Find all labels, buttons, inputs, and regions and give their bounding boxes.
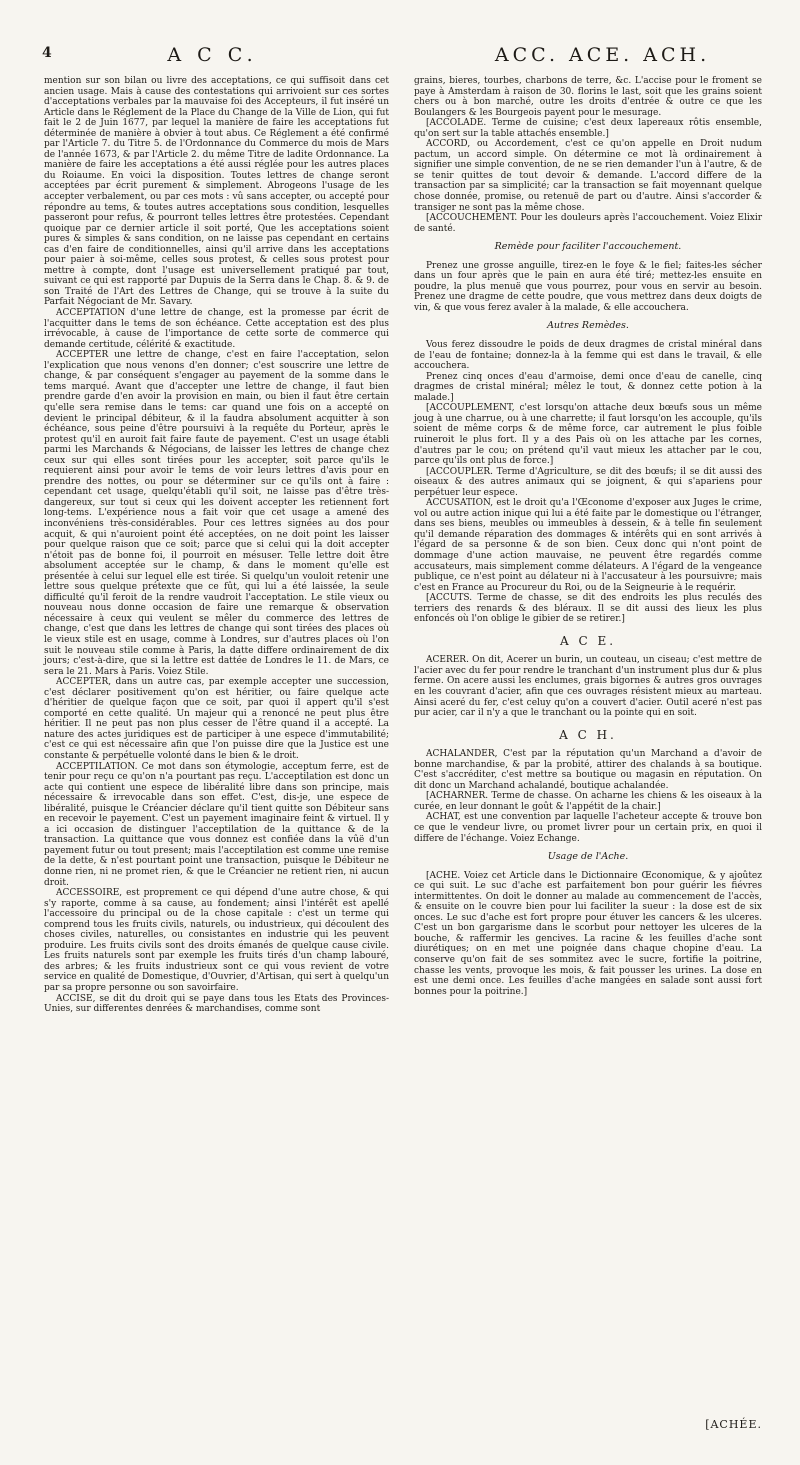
entry-accessoire: ACCESSOIRE, est proprement ce qui dépend d'une autre chose, & qui s'y raporte, comme à sa cause, au fondement; ainsi l'intérêt est apellé l'accessoire du principal ou de la chose capitale : c'est un terme qui comprend tous les fruits civils, naturels, ou industrieux, qui découlent des choses civiles, naturelles, ou consistantes en industrie qui les peuvent produire. Les fruits civils sont des droits émanés de quelque cause civile. Les fruits naturels sont par exemple les fruits tirés d'un champ labouré, des arbres; & les fruits industrieux sont ce qui vous revient de votre service en qualité de Domestique, d'Ouvrier, d'Artisan, qui sert à quelqu'un par sa propre personne ou son savoirfaire.	[44, 888, 389, 994]
subheading-usage-ache: Usage de l'Ache.	[547, 851, 629, 863]
entry-accord: ACCORD, ou Accordement, c'est ce qu'on appelle en Droit nudum pactum, un accord simple. On détermine ce mot là ordinairement à signifier une simple convention, de ne se rien demander l'un à l'autre, & de se tenir quittes de tout devoir & demande. L'accord differe de la transaction par sa simplicité; car la transaction se fait moyennant quelque chose donnée, promise, ou retenuë de part ou d'autre. Ainsi s'accorder & transiger ne sont pas la même chose.	[414, 139, 762, 213]
entry-acceptilation: ACCEPTILATION. Ce mot dans son étymologie, acceptum ferre, est de tenir pour reçu ce qu'on n'a pourtant pas reçu. L'acceptilation est donc un acte qui contient une espece de libéralité libre dans son principe, mais nécessaire & irrevocable dans son effet. C'est, dis-je, une espece de libéralité, puisque le Créancier déclare qu'il tient quitte son Débiteur sans en recevoir le payement. C'est un payement imaginaire feint & virtuel. Il y a ici occasion de distinguer l'acceptilation de la quittance & de la transaction. La quittance que vous donnez est confiée dans la vûë d'un payement futur ou tout present; mais l'acceptilation est comme une remise de la dette, & n'est pourtant point une transaction, puisque le Débiteur ne donne rien, ni ne promet rien, & que le Créancier ne retient rien, ni aucun droit.	[44, 761, 389, 888]
left-column	[44, 76, 389, 1015]
remede-paragraph-3: Prenez cinq onces d'eau d'armoise, demi once d'eau de canelle, cinq dragmes de cristal minéral; mêlez le tout, & donnez cette potion à la malade.]	[414, 371, 762, 403]
catchword: [ACHÉE.	[705, 1418, 762, 1431]
subheading-remede: Remède pour faciliter l'accouchement.	[494, 241, 682, 253]
entry-achat: ACHAT, est une convention par laquelle l'acheteur accepte & trouve bon ce que le vendeur livre, ou promet livrer pour un certain prix, en quoi il differe de l'échange. Voiez Echange.	[414, 812, 762, 844]
subheading-autres-remedes: Autres Remèdes.	[547, 320, 629, 332]
entry-acerer: ACERER. On dit, Acerer un burin, un couteau, un ciseau; c'est mettre de l'acier avec du fer pour rendre le tranchant d'un instrument plus dur & plus ferme. On acere aussi les enclumes, grais bigornes & autres gros ouvrages en les couvrant d'acier, afin que ces ouvrages résistent mieux au marteau. Ainsi aceré du fer, c'est celuy qu'on a couvert d'acier. Outil aceré n'est pas pur acier, car il n'y a que le tranchant ou la pointe qui en soit.	[414, 655, 762, 719]
entry-accepter: ACCEPTER une lettre de change, c'est en faire l'acceptation, selon l'explication que nous venons d'en donner; c'est souscrire une lettre de change, & par conséquent s'engager au payement de la somme dans le tems marqué. Avant que d'accepter une lettre de change, il faut bien prendre garde d'en avoir la provision en main, ou bien il faut être certain qu'elle sera remise dans le tems: car quand une fois on a accepté on devient le principal débiteur, & il la faudra absolument acquitter à son échéance, sous peine d'être poursuivi à la requête du Porteur, après le protest qu'il en auroit fait faire faute de payement. C'est un usage établi parmi les Marchands & Négocians, de laisser les lettres de change chez ceux sur qui elles sont tirées pour les accepter, soit parce qu'ils le requierent ainsi pour avoir le tems de voir leurs lettres d'avis pour en prendre des nottes, ou pour se déterminer sur ce qu'ils ont à faire : cependant cet usage, quelqu'établi qu'il soit, ne laisse pas d'être très-dangereux, sur tout si ceux qui les doivent accepter les retiennent fort long-tems. L'expérience nous a fait voir que cet usage a amené des inconvéniens très-considérables. Pour ces lettres signées au dos pour acquit, & qui n'auroient point été acceptées, on ne doit point les laisser pour quelque raison que ce soit; parce que si celui qui la doit accepter n'étoit pas de bonne foi, il pourroit en mésuser. Telle lettre doit être absolument acceptée sur le champ, & dans le moment qu'elle est présentée à celui sur lequel elle est tirée. Si quelqu'un vouloit retenir une lettre sous quelque prétexte que ce fût, qui lui a été laissée, la seule difficulté qu'il feroit de la rendre vaudroit l'acceptation. Le stile vieux ou nouveau nous donne occasion de faire une remarque & observation nécessaire à ceux qui veulent se mêler du commerce des lettres de change, c'est que dans les lettres de change qui sont tirées des places où le vieux stile est en usage, comme à Londres, sur d'autres places où l'on suit le nouveau stile comme à Paris, la datte differe ordinairement de dix jours; c'est-à-dire, que si la lettre est dattée de Londres le 11. de Mars, ce sera le 21. Mars à Paris. Voiez Stile.	[44, 350, 389, 677]
right-column	[414, 76, 762, 997]
entry-accouchement: [ACCOUCHEMENT. Pour les douleurs après l'accouchement. Voiez Elixir de santé.	[414, 213, 762, 234]
entry-accolade: [ACCOLADE. Terme de cuisine; c'est deux lapereaux rôtis ensemble, qu'on sert sur la table attachés ensemble.]	[414, 118, 762, 139]
page-number: 4	[42, 45, 52, 61]
entry-accoupler: [ACCOUPLER. Terme d'Agriculture, se dit des bœufs; il se dit aussi des oiseaux & des autres animaux qui se joignent, & qui s'apariens pour perpétuer leur espece.	[414, 466, 762, 498]
entry-accusation: ACCUSATION, est le droit qu'a l'Œconome d'exposer aux Juges le crime, vol ou autre action inique qui lui a été faite par le domestique ou l'étranger, dans ses biens, meubles ou immeubles à dessein, & à telle fin seulement qu'il demande réparation des dommages & intérêts qui en sont arrivés à l'égard de sa personne & de son bien. Ceux donc qui n'ont point de dommage d'une action mauvaise, ne peuvent être regardés comme accusateurs, mais simplement comme délateurs. A l'égard de la vengeance publique, ce n'est point au délateur ni à l'accusateur à les poursuivre; mais c'est en France au Procureur du Roi, ou de la Seigneurie à le requérir.	[414, 498, 762, 593]
running-head-right: ACC. ACE. ACH.	[494, 44, 711, 66]
entry-accuts: [ACCUTS. Terme de chasse, se dit des endroits les plus reculés des terriers des renards & des bléraux. Il se dit aussi des lieux les plus enfoncés où l'on oblige le gibier de se retirer.]	[414, 593, 762, 625]
entry-accepter-succession: ACCEPTER, dans un autre cas, par exemple accepter une succession, c'est déclarer positivement qu'on est héritier, ou faire quelque acte d'héritier de quelque façon que ce soit, par quoi il appert qu'il s'est comporté en cette qualité. Un majeur qui a renoncé ne peut plus être héritier. Il ne peut pas non plus cesser de l'être quand il a accepté. La nature des actes juridiques est de participer à une espece d'immutabilité; c'est ce qui est nécessaire afin que l'on puisse dire que la Justice est une constante & perpétuelle volonté dans le bien & le droit.	[44, 677, 389, 761]
entry-achalander: ACHALANDER, C'est par la réputation qu'un Marchand a d'avoir de bonne marchandise, & par la probité, attirer des chalands à sa boutique. C'est s'accréditer, c'est mettre sa boutique ou magasin en réputation. On dit donc un Marchand achalandé, boutique achalandée.	[414, 749, 762, 791]
entry-accouplement: [ACCOUPLEMENT, c'est lorsqu'on attache deux bœufs sous un même joug à une charrue, ou à une charrette; il faut lorsqu'on les accouple, qu'ils soient de même corps & de même force, car autrement le plus foible ruineroit le plus fort. Il y a des Pais où on les attache par les cornes, d'autres par le cou; on prétend qu'il vaut mieux les attacher par le cou, parce qu'ils ont plus de force.]	[414, 403, 762, 467]
entry-acceptation: ACCEPTATION d'une lettre de change, est la promesse par écrit de l'acquitter dans le tems de son échéance. Cette acceptation est des plus irrévocable, à cause de l'importance de cette sorte de commerce qui demande certitude, célérité & exactitude.	[44, 308, 389, 350]
section-heading-ach: A C H.	[559, 727, 617, 742]
running-head-left: A C C.	[167, 44, 258, 66]
section-heading-ace: A C E.	[559, 633, 617, 648]
entry-accise: ACCISE, se dit du droit qui se paye dans tous les Etats des Provinces-Unies, sur differentes denrées & marchandises, comme sont	[44, 993, 389, 1015]
entry-ache: [ACHE. Voiez cet Article dans le Dictionnaire Œconomique, & y ajoûtez ce qui suit. Le suc d'ache est parfaitement bon pour guérir les fiévres intermittentes. On doit le donner au malade au commencement de l'accès, & ensuite on le couvre bien pour lui faciliter la sueur : la dose est de six onces. Le suc d'ache est fort propre pour étuver les cancers & les ulceres. C'est un bon gargarisme dans le scorbut pour nettoyer les ulceres de la bouche, & raffermir les gencives. La racine & les feuilles d'ache sont diurétiques; on en met une poignée dans chaque chopine d'eau. La conserve qu'on fait de ses sommitez avec le sucre, fortifie la poitrine, chasse les vents, provoque les mois, & fait pousser les urines. La dose en est une demi once. Les feuilles d'ache mangées en salade sont aussi fort bonnes pour la poitrine.]	[414, 870, 762, 997]
remede-paragraph-2: Vous ferez dissoudre le poids de deux dragmes de cristal minéral dans de l'eau de fontaine; donnez-la à la femme qui est dans le travail, & elle accouchera.	[414, 340, 762, 372]
entry-acharner: [ACHARNER. Terme de chasse. On acharne les chiens & les oiseaux à la curée, en leur donnant le goût & l'appétit de la chair.]	[414, 791, 762, 812]
entry-continuation: mention sur son bilan ou livre des acceptations, ce qui suffisoit dans cet ancien usage. Mais à cause des contestations qui arrivoient sur ces sortes d'acceptations verbales par la mauvaise foi des Accepteurs, il fut inséré un Article dans le Réglement de la Place du Change de la Ville de Lion, qui fut fait le 2 de Juin 1677, par lequel la manière de faire les acceptations fut déterminée de manière à obvier à tout abus. Ce Réglement a été confirmé par l'Article 7. du Titre 5. de l'Ordonnance du Commerce du mois de Mars de l'année 1673, & par l'Article 2. du même Titre de ladite Ordonnance. La manière de faire les acceptations a été aussi réglée pour les autres places du Roiaume. En voici la disposition. Toutes lettres de change seront acceptées par écrit purement & simplement. Abrogeons l'usage de les accepter verbalement, ou par ces mots : vû sans accepter, ou accepté pour répondre au tems, & toutes autres acceptations sous condition, lesquelles passeront pour refus, & pourront telles lettres être protestées. Cependant quoique par ce dernier article il soit porté, Que les acceptations soient pures & simples & sans condition, on ne laisse pas cependant en certains cas d'en faire de conditionnelles, ainsi qu'il arrive dans les acceptations pour paier à soi-même, celles sous protest, & celles sous protest pour mettre à compte, dont l'usage est universellement pratiqué par tout, suivant ce qui est rapporté par Dupuis de la Serra dans le Chap. 8. & 9. de son Traité de l'Art des Lettres de Change, qui se trouve à la suite du Parfait Négociant de Mr. Savary.	[44, 76, 389, 308]
entry-accise-continuation: grains, bieres, tourbes, charbons de terre, &c. L'accise pour le froment se paye à Amsterdam à raison de 30. florins le last, soit que les grains soient chers ou à bon marché, outre les droits d'entrée & outre ce que les Boulangers & les Bourgeois payent pour le mesurage.	[414, 76, 762, 118]
remede-paragraph-1: Prenez une grosse anguille, tirez-en le foye & le fiel; faites-les sécher dans un four après que le pain en aura été tiré; mettez-les ensuite en poudre, la plus menuë que vous pourrez, pour vous en servir au besoin. Prenez une dragme de cette poudre, que vous mettrez dans deux doigts de vin, & que vous ferez avaler à la malade, & elle accouchera.	[414, 260, 762, 313]
